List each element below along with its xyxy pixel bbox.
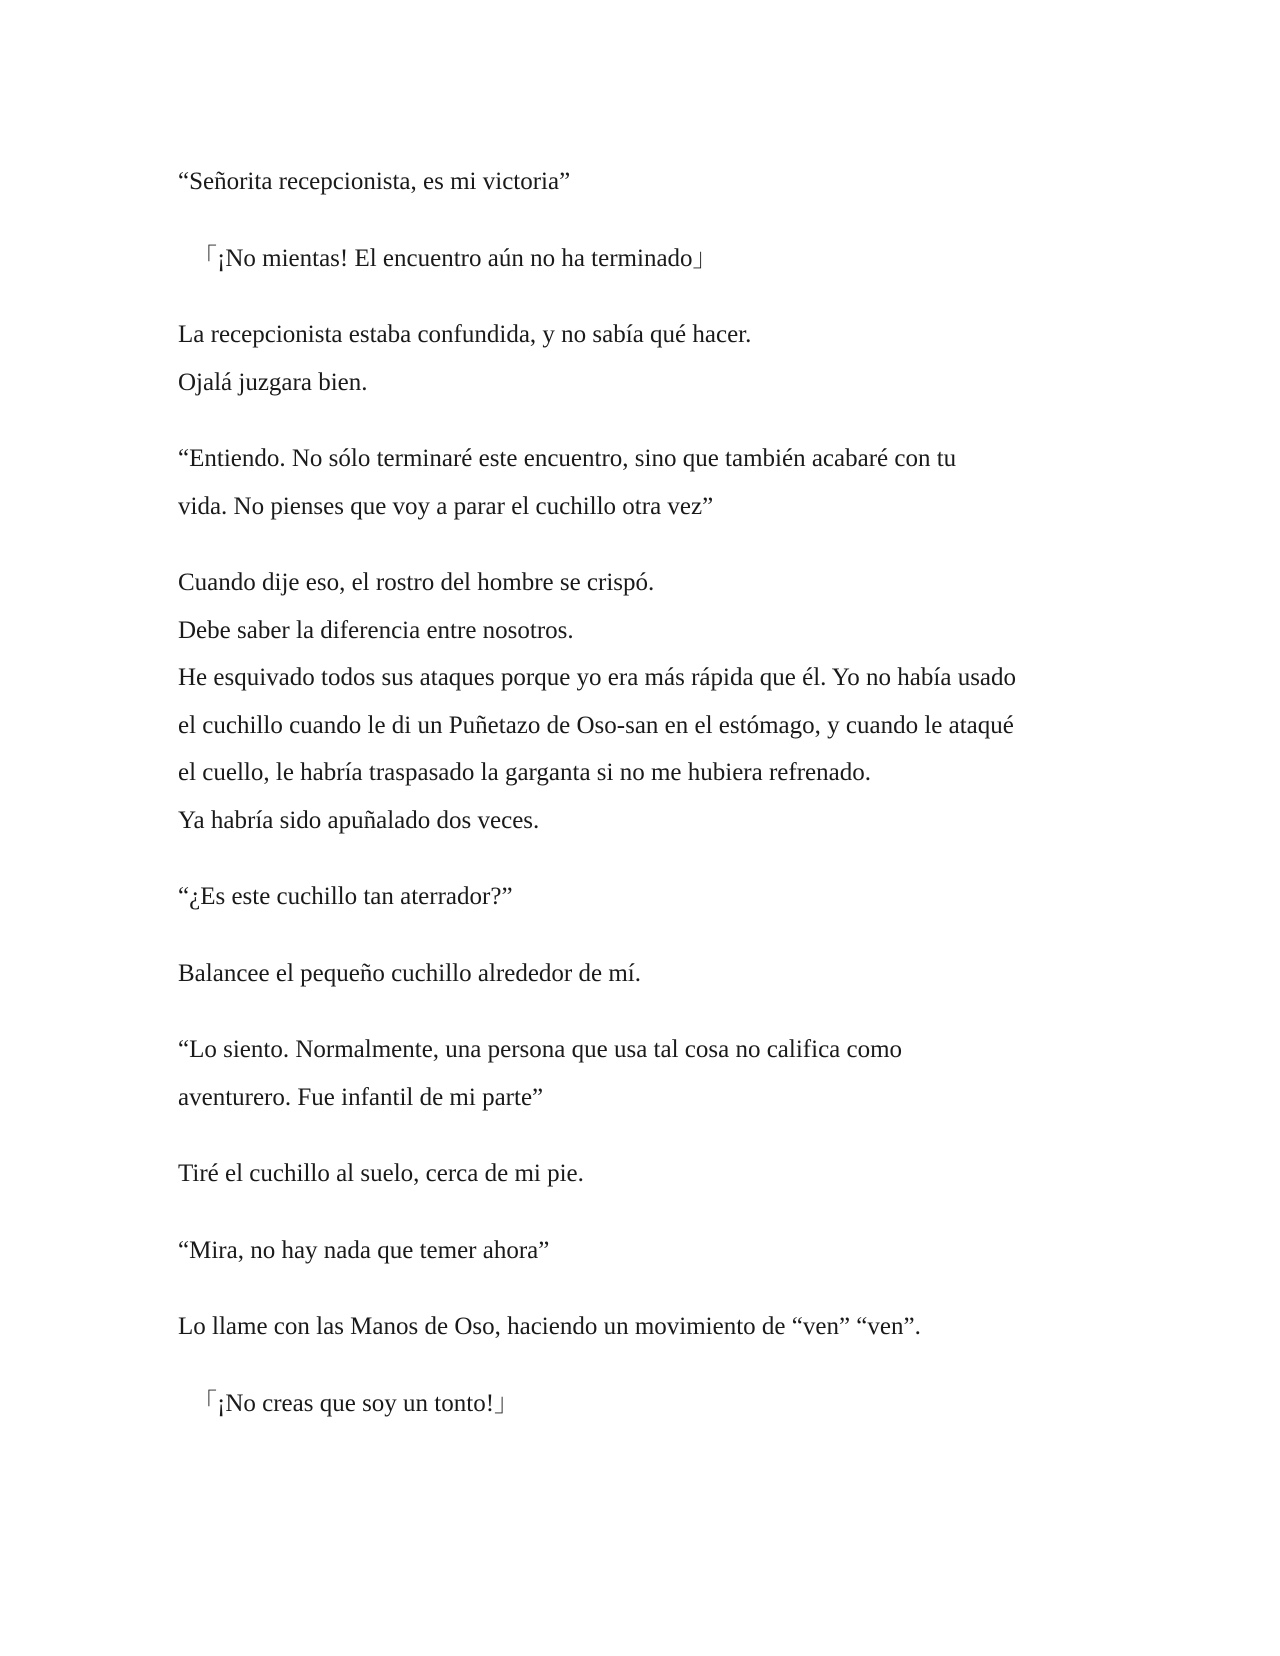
text-line: He esquivado todos sus ataques porque yo era más rápida que él. Yo no había usado (178, 664, 1017, 691)
text-line: vida. No pienses que voy a parar el cuchillo otra vez” (178, 492, 714, 520)
narration-paragraph (178, 559, 1098, 844)
text-line: “¿Es este cuchillo tan aterrador?” (178, 883, 513, 910)
document-body (178, 158, 1098, 1456)
text-line: aventurero. Fue infantil de mi parte” (178, 1083, 544, 1111)
dialogue-paragraph (178, 873, 1098, 921)
text-line: “Entiendo. No sólo terminaré este encuentro, sino que también acabaré con tu (178, 445, 957, 472)
narration-paragraph (178, 1150, 1098, 1198)
text-line: Debe saber la diferencia entre nosotros. (178, 616, 574, 644)
dialogue-paragraph (178, 1227, 1098, 1275)
text-line: Ya habría sido apuñalado dos veces. (178, 806, 540, 834)
text-line: “Señorita recepcionista, es mi victoria” (178, 168, 571, 195)
text-line: La recepcionista estaba confundida, y no sabía qué hacer. (178, 321, 752, 348)
narration-paragraph (178, 311, 1098, 406)
text-line: Tiré el cuchillo al suelo, cerca de mi pie. (178, 1160, 584, 1187)
narration-paragraph (178, 950, 1098, 998)
narration-paragraph (178, 1303, 1098, 1351)
text-line: Lo llame con las Manos de Oso, haciendo un movimiento de “ven” “ven”. (178, 1313, 921, 1340)
text-line: “Mira, no hay nada que temer ahora” (178, 1236, 550, 1264)
text-line: Cuando dije eso, el rostro del hombre se crispó. (178, 569, 655, 596)
text-line: Ojalá juzgara bien. (178, 368, 368, 396)
text-line: el cuello, le habría traspasado la garganta si no me hubiera refrenado. (178, 759, 871, 786)
text-line: 「¡No creas que soy un tonto!」 (192, 1389, 520, 1417)
text-line: “Lo siento. Normalmente, una persona que usa tal cosa no califica como (178, 1036, 903, 1063)
text-line: 「¡No mientas! El encuentro aún no ha terminado」 (192, 244, 718, 272)
dialogue-paragraph (178, 158, 1098, 206)
text-line: Balancee el pequeño cuchillo alrededor de mí. (178, 959, 641, 987)
dialogue-paragraph (178, 435, 1098, 530)
bracket-speech-paragraph (178, 235, 1098, 283)
dialogue-paragraph (178, 1026, 1098, 1121)
bracket-speech-paragraph (178, 1380, 1098, 1428)
text-line: el cuchillo cuando le di un Puñetazo de Oso-san en el estómago, y cuando le ataqué (178, 711, 1014, 739)
